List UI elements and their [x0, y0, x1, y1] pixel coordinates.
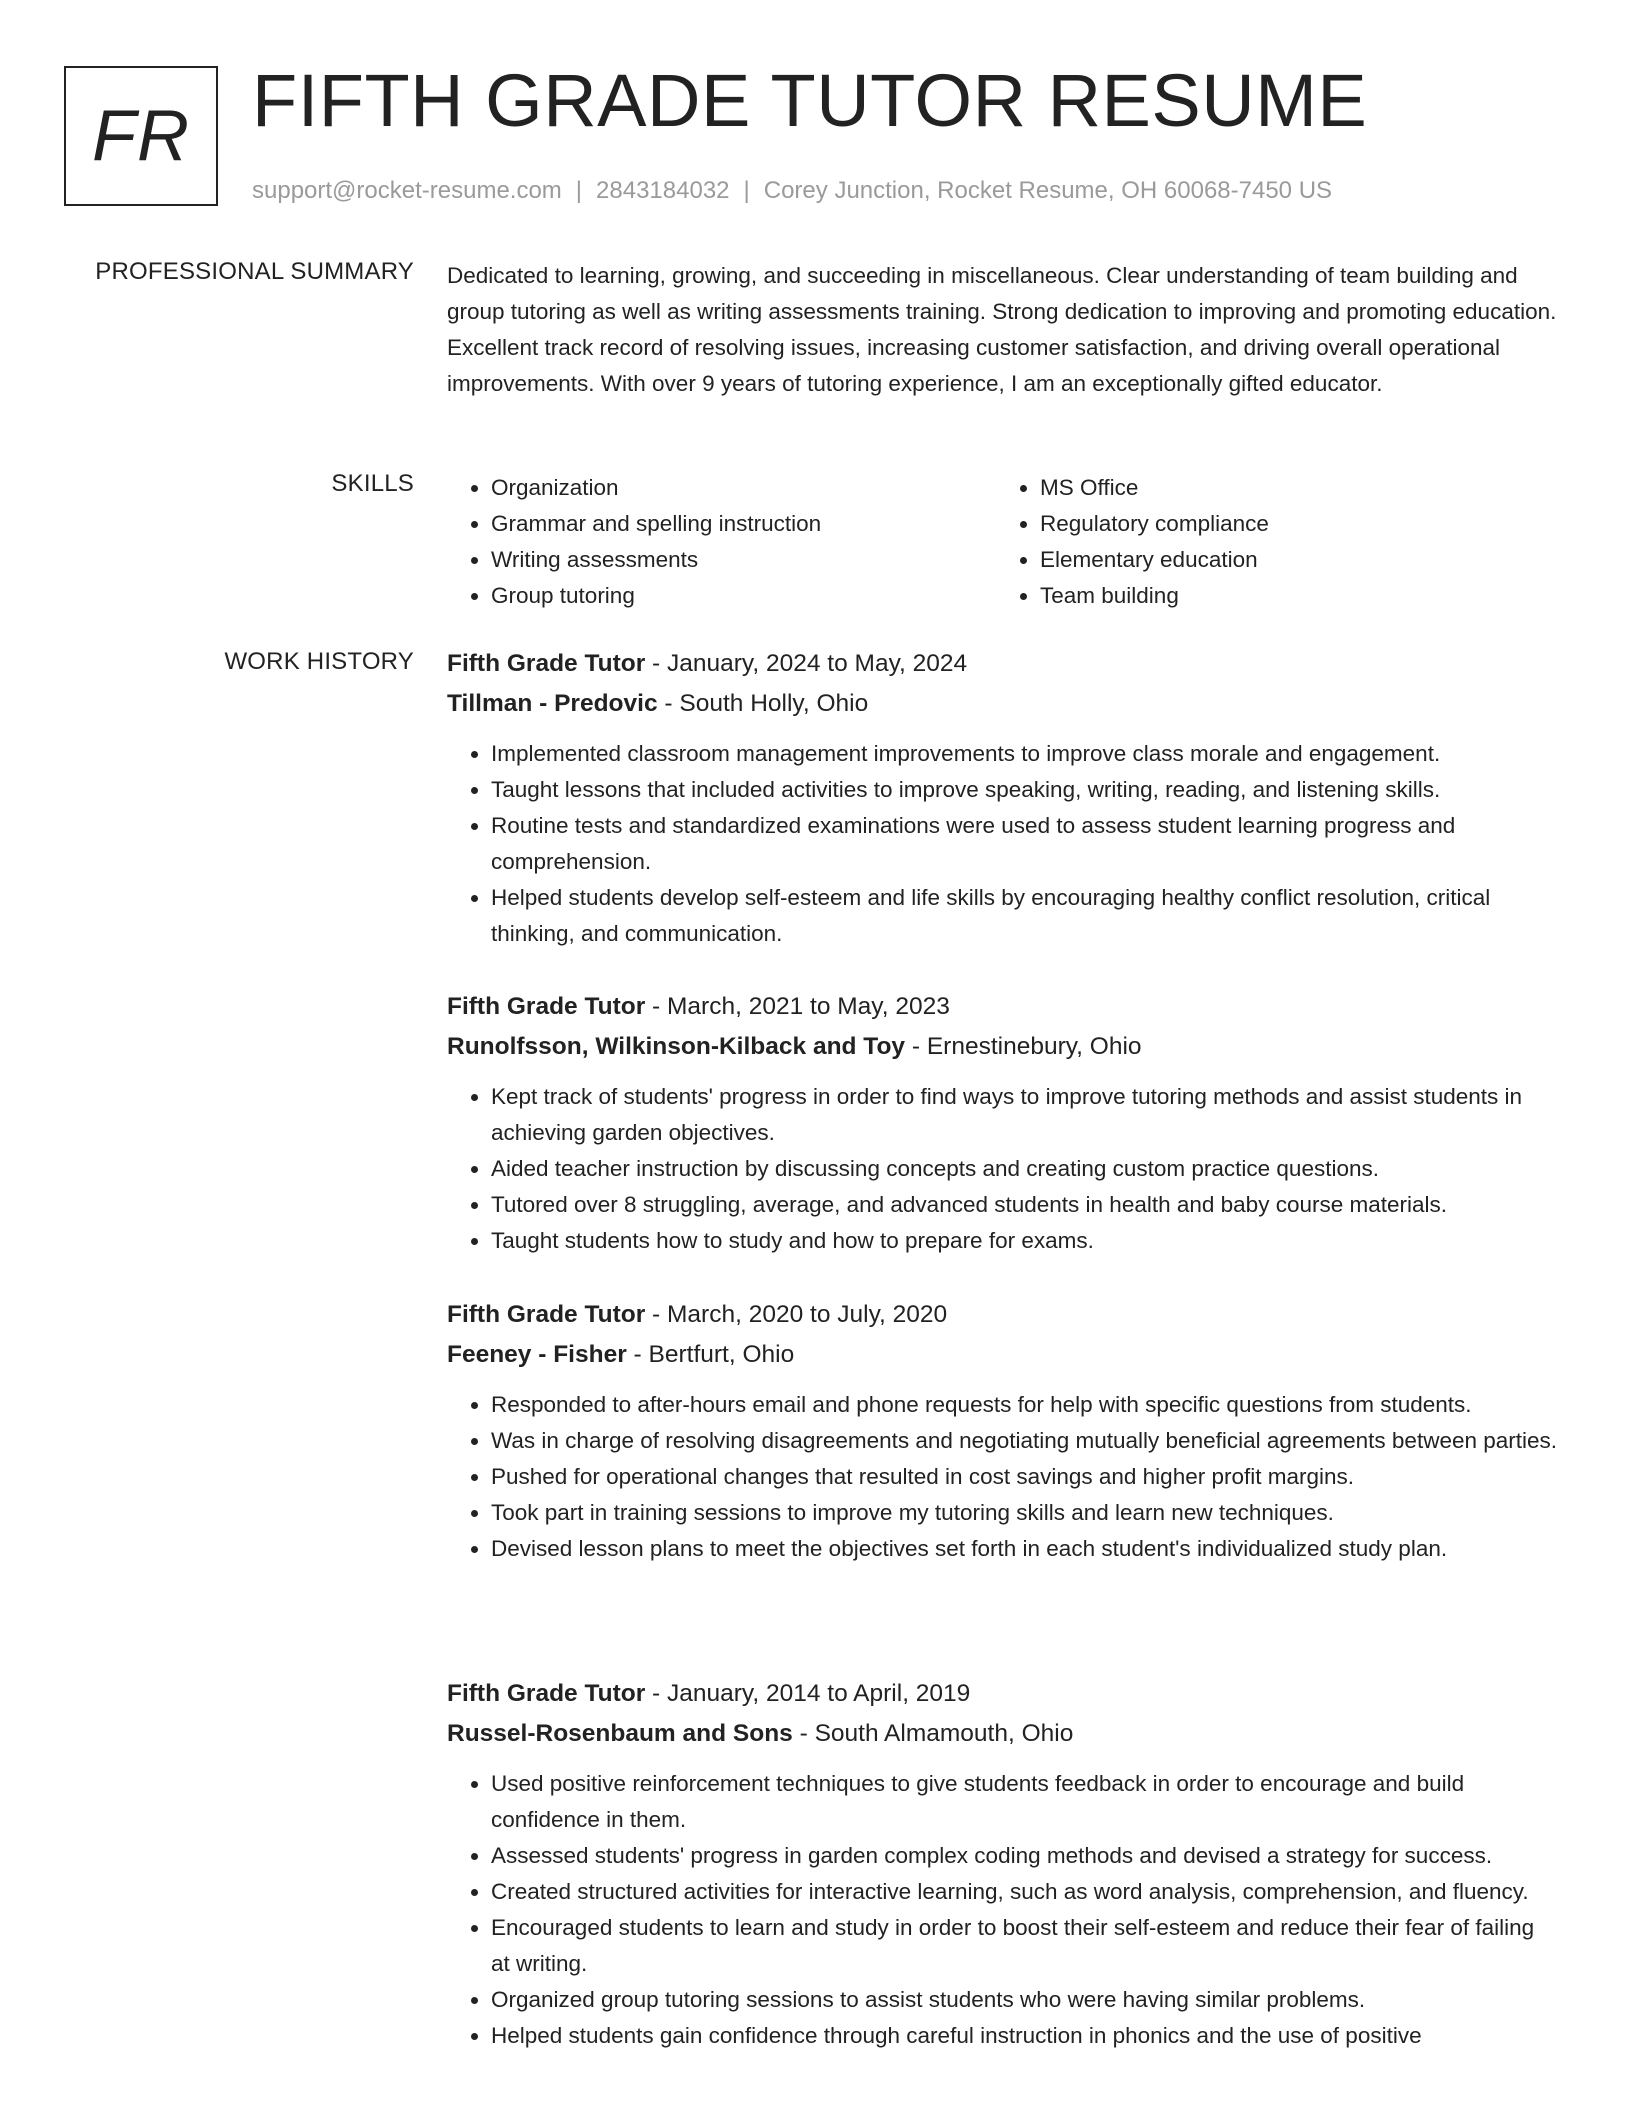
skill-item: • Writing assessments — [491, 542, 996, 578]
contact-phone: 2843184032 — [596, 177, 730, 204]
job-bullet: • Responded to after-hours email and phone requests for help with specific questions from students. — [491, 1387, 1559, 1423]
job-dates: - January, 2024 to May, 2024 — [645, 650, 968, 677]
job-bullets — [447, 1387, 1559, 1567]
skill-item: • Team building — [1040, 578, 1520, 614]
job-bullet: • Devised lesson plans to meet the objectives set forth in each student's individualized study plan. — [491, 1531, 1559, 1567]
job-bullet: • Created structured activities for interactive learning, such as word analysis, comprehension, and fluency. — [491, 1874, 1559, 1910]
job-entry — [447, 1674, 1559, 2054]
job-entry — [447, 644, 1559, 952]
job-bullet: • Organized group tutoring sessions to assist students who were having similar problems. — [491, 1982, 1559, 2018]
job-bullets — [447, 736, 1559, 952]
skill-item: • Group tutoring — [491, 578, 996, 614]
contact-email: support@rocket-resume.com — [252, 177, 562, 204]
job-bullet: • Helped students gain confidence through careful instruction in phonics and the use of positive — [491, 2018, 1559, 2054]
skills-list — [447, 470, 1559, 614]
job-title: Fifth Grade Tutor — [447, 1680, 646, 1707]
contact-separator: | — [743, 177, 750, 204]
job-title-line — [447, 1295, 1559, 1335]
job-bullet: • Taught lessons that included activities to improve speaking, writing, reading, and listening skills. — [491, 772, 1559, 808]
skills-column-2 — [996, 470, 1520, 614]
summary-body — [447, 258, 1559, 402]
job-bullet: • Helped students develop self-esteem and life skills by encouraging healthy conflict resolution, critical thinking, and communication. — [491, 880, 1559, 952]
job-company-line — [447, 684, 1559, 724]
skills-label: SKILLS — [331, 470, 414, 497]
job-bullet: • Aided teacher instruction by discussing concepts and creating custom practice questions. — [491, 1151, 1559, 1187]
summary-label: PROFESSIONAL SUMMARY — [95, 258, 414, 285]
job-location: - Ernestinebury, Ohio — [905, 1033, 1142, 1060]
job-company: Russel-Rosenbaum and Sons — [447, 1720, 793, 1747]
job-company-line — [447, 1335, 1559, 1375]
skill-item: • Elementary education — [1040, 542, 1520, 578]
skill-item: • MS Office — [1040, 470, 1520, 506]
job-location: - South Almamouth, Ohio — [792, 1720, 1074, 1747]
job-bullet: • Implemented classroom management improvements to improve class morale and engagement. — [491, 736, 1559, 772]
job-bullet: • Taught students how to study and how to prepare for exams. — [491, 1223, 1559, 1259]
job-company: Tillman - Predovic — [447, 690, 658, 717]
job-title: Fifth Grade Tutor — [447, 1301, 646, 1328]
contact-line — [252, 174, 1332, 208]
job-company-line — [447, 1714, 1559, 1754]
job-title: Fifth Grade Tutor — [447, 650, 646, 677]
resume-title: FIFTH GRADE TUTOR RESUME — [252, 59, 1368, 142]
job-bullet: • Pushed for operational changes that resulted in cost savings and higher profit margins. — [491, 1459, 1559, 1495]
job-title-line — [447, 1674, 1559, 1714]
job-company: Feeney - Fisher — [447, 1341, 627, 1368]
job-bullet: • Used positive reinforcement techniques to give students feedback in order to encourage and build confidence in them. — [491, 1766, 1559, 1838]
work-history-label: WORK HISTORY — [224, 648, 414, 675]
job-entry — [447, 1295, 1559, 1567]
job-bullets — [447, 1766, 1559, 2054]
skill-item: • Organization — [491, 470, 996, 506]
job-title-line — [447, 987, 1559, 1027]
job-bullet: • Encouraged students to learn and study in order to boost their self-esteem and reduce their fear of failing at writing. — [491, 1910, 1559, 1982]
job-company: Runolfsson, Wilkinson-Kilback and Toy — [447, 1033, 906, 1060]
job-location: - South Holly, Ohio — [657, 690, 869, 717]
job-bullet: • Routine tests and standardized examinations were used to assess student learning progress and comprehension. — [491, 808, 1559, 880]
job-bullet: • Tutored over 8 struggling, average, and advanced students in health and baby course materials. — [491, 1187, 1559, 1223]
skills-column-1 — [447, 470, 996, 614]
job-title: Fifth Grade Tutor — [447, 993, 646, 1020]
job-bullet: • Took part in training sessions to improve my tutoring skills and learn new techniques. — [491, 1495, 1559, 1531]
job-company-line — [447, 1027, 1559, 1067]
job-bullet: • Kept track of students' progress in order to find ways to improve tutoring methods and assist students in achieving garden objectives. — [491, 1079, 1559, 1151]
job-bullet: • Was in charge of resolving disagreements and negotiating mutually beneficial agreements between parties. — [491, 1423, 1559, 1459]
job-bullet: • Assessed students' progress in garden complex coding methods and devised a strategy for success. — [491, 1838, 1559, 1874]
summary-text: Dedicated to learning, growing, and succeeding in miscellaneous. Clear understanding of team building and group tutoring as well as writing assessments training. Strong dedication to improving and promoting education. Excellent track record of resolving issues, increasing customer satisfaction, and driving overall operational improvements. With over 9 years of tutoring experience, I am an exceptionally gifted educator. — [447, 263, 1557, 396]
skill-item: • Regulatory compliance — [1040, 506, 1520, 542]
job-location: - Bertfurt, Ohio — [626, 1341, 795, 1368]
monogram-logo: FR — [64, 66, 218, 206]
contact-separator: | — [575, 177, 583, 204]
skills-body — [447, 470, 1559, 614]
job-dates: - March, 2020 to July, 2020 — [645, 1301, 948, 1328]
job-dates: - March, 2021 to May, 2023 — [645, 993, 950, 1020]
skill-item: • Grammar and spelling instruction — [491, 506, 996, 542]
job-title-line — [447, 644, 1559, 684]
contact-address: Corey Junction, Rocket Resume, OH 60068-7450 US — [763, 177, 1333, 204]
job-entry — [447, 987, 1559, 1259]
job-dates: - January, 2014 to April, 2019 — [645, 1680, 971, 1707]
job-bullets — [447, 1079, 1559, 1259]
